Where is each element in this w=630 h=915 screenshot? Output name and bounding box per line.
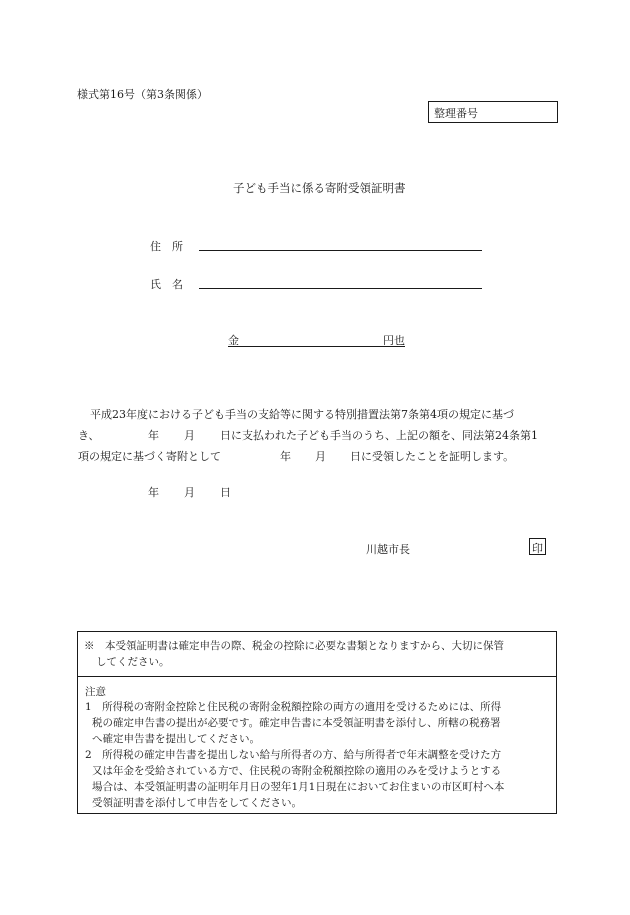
seal-label: 印 — [532, 542, 543, 555]
address-field-line[interactable] — [199, 250, 482, 251]
body-line-2-start: き、 — [78, 429, 100, 442]
body-line-2-year: 年 — [148, 429, 159, 442]
note-2-line-3: 場合は、本受領証明書の証明年月日の翌年1月1日現在においてお住まいの市区町村へ本 — [92, 781, 505, 793]
body-line-3-end: 日に受領したことを証明します。 — [350, 450, 515, 463]
body-line-2-end: 日に支払われた子ども手当のうち、上記の額を、同法第24条第1 — [220, 429, 538, 442]
issuer: 川越市長 — [366, 543, 410, 556]
seal-box — [529, 538, 546, 555]
issue-date-month: 月 — [184, 486, 195, 499]
body-line-1: 平成23年度における子ども手当の支給等に関する特別措置法第7条第4項の規定に基づ — [90, 408, 514, 421]
note-1-line-2: 税の確定申告書の提出が必要です。確定申告書に本受領証明書を添付し、所轄の税務署 — [92, 717, 501, 729]
note-2-line-4: 受領証明書を添付して申告をしてください。 — [92, 797, 302, 809]
notice-line-2: してください。 — [96, 656, 170, 668]
note-1-line-3: へ確定申告書を提出してください。 — [92, 733, 260, 745]
note-2-line-1: 2 所得税の確定申告書を提出しない給与所得者の方、給与所得者で年末調整を受けた方 — [85, 749, 502, 761]
notes-heading: 注意 — [85, 686, 106, 698]
address-label: 住 所 — [150, 240, 183, 253]
body-paragraph — [78, 404, 556, 467]
amount-prefix: 金 — [228, 334, 239, 347]
amount-underline[interactable] — [228, 346, 405, 347]
notes-divider — [78, 676, 556, 677]
document-title: 子ども手当に係る寄附受領証明書 — [233, 181, 406, 195]
issue-date-year: 年 — [148, 486, 159, 499]
name-field-line[interactable] — [199, 288, 482, 289]
note-2-line-2: 又は年金を受給されている方で、住民税の寄附金税額控除の適用のみを受けようとする — [92, 765, 502, 777]
note-1-line-1: 1 所得税の寄附金控除と住民税の寄附金税額控除の両方の適用を受けるためには、所得 — [85, 701, 502, 713]
body-line-2-month: 月 — [184, 429, 195, 442]
body-line-3-start: 項の規定に基づく寄附として — [78, 450, 221, 463]
notice-line-1: ※ 本受領証明書は確定申告の際、税金の控除に必要な書類となりますから、大切に保管 — [84, 640, 504, 652]
body-line-3 — [78, 446, 556, 467]
reference-number-box — [428, 101, 558, 123]
name-label: 氏 名 — [150, 278, 183, 291]
reference-number-label: 整理番号 — [434, 107, 478, 120]
body-line-3-year: 年 — [280, 450, 291, 463]
form-number: 様式第16号（第3条関係） — [77, 88, 208, 101]
body-line-2 — [78, 425, 556, 446]
issue-date-day: 日 — [220, 486, 231, 499]
amount-suffix: 円也 — [383, 334, 405, 347]
body-line-3-month: 月 — [315, 450, 326, 463]
notes-box — [77, 631, 557, 814]
